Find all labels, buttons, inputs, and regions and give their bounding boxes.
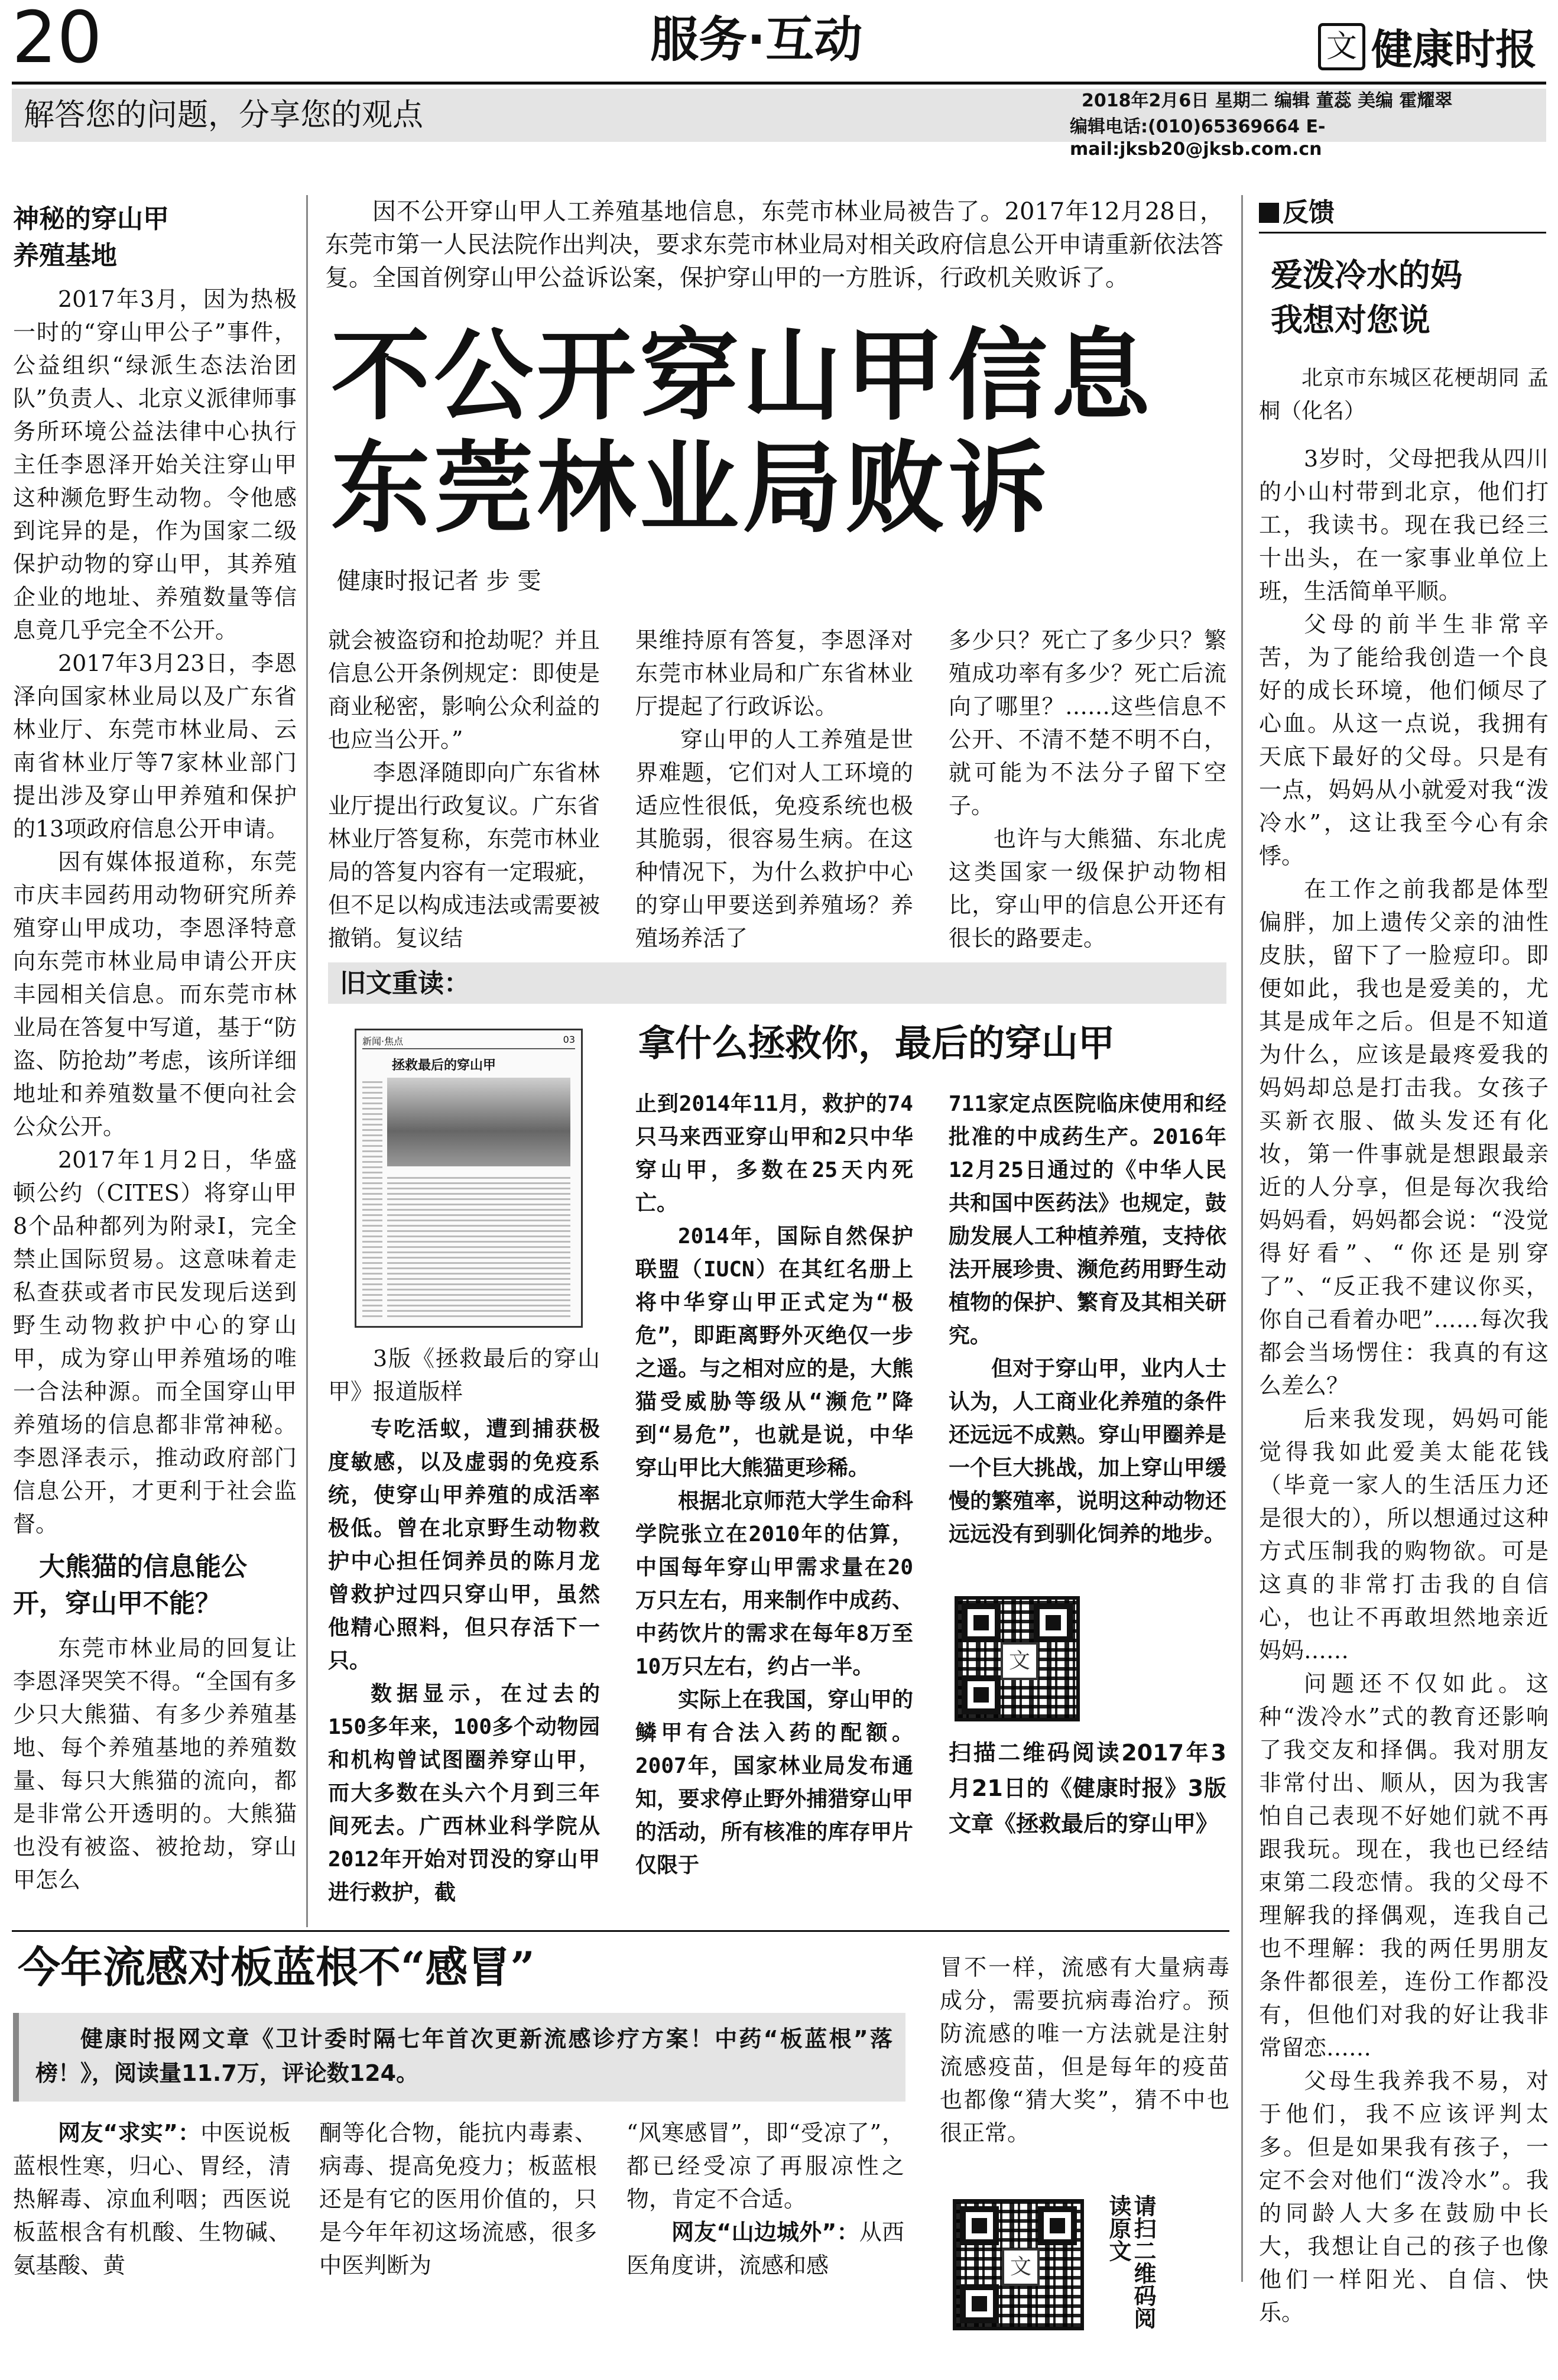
main-paragraph: 李恩泽随即向广东省林业厅提出行政复议。广东省林业厅答复称，东莞市林业局的答复内容有一定瑕疵，但不足以构成违法或需要被撤销。复议结 <box>328 760 600 951</box>
feedback-headline: 爱泼冷水的妈 我想对您说 <box>1271 257 1462 339</box>
reread-paragraph: 根据北京师范大学生命科学院张立在2010年的估算，中国每年穿山甲需求量在20万只左右，用来制作中成药、中药饮片的需求在每年8万至10万只左右，约占一半。 <box>635 1489 913 1679</box>
main-headline <box>331 319 1154 544</box>
reread-paragraph: 但对于穿山甲，业内人士认为，人工商业化养殖的条件还远远不成熟。穿山甲圈养是一个巨大挑战，加上穿山甲缓慢的繁殖率，说明这种动物还远远没有到驯化饲养的地步。 <box>949 1357 1226 1546</box>
feedback-paragraph: 后来我发现，妈妈可能觉得我如此爱美太能花钱（毕竟一家人的生活压力还是很大的），所以想通过这种方式压制我的购物欲。可是这真的非常打击我的自信心，也让不再敢坦然地亲近妈妈…… <box>1259 1406 1549 1664</box>
thumbnail-page: 03 <box>563 1034 575 1045</box>
main-headline-line2: 东莞林业局败诉 <box>331 429 1051 546</box>
flu-column-2 <box>319 2116 597 2294</box>
qr-finder <box>960 2206 999 2245</box>
main-paragraph: 穿山甲的人工养殖是世界难题，它们对人工环境的适应性很低，免疫系统也极其脆弱，很容易生病。在这种情况下，为什么救护中心的穿山甲要送到养殖场？养殖场养活了 <box>635 727 913 951</box>
feedback-paragraph: 在工作之前我都是体型偏胖，加上遗传父亲的油性皮肤，留下了一脸痘印。即便如此，我也是爱美的，尤其是成年之后。但是不知道为什么，应该是最疼爱我的妈妈却总是打击我。女孩子买新衣服、做头发还有化妆，第一件事就是想跟最亲近的人分享，但是每次我给妈妈看，妈妈都会说：“没觉得好看”、“你还是别穿了”、“反正我不建议你买，你自己看着办吧”……每次我都会当场愣住：我真的有这么差么？ <box>1259 876 1549 1399</box>
left-paragraph: 2017年1月2日，华盛顿公约（CITES）将穿山甲8个品种都列为附录I，完全禁止国际贸易。这意味着走私查获或者市民发现后送到野生动物救护中心的穿山甲，成为穿山甲养殖场的唯一合法种源。而全国穿山甲养殖场的信息都非常神秘。李恩泽表示，推动政府部门信息公开，才更利于社会监督。 <box>13 1147 297 1537</box>
flu-commenter-1: 网友“求实”： <box>58 2120 201 2146</box>
main-column-3 <box>949 624 1226 951</box>
thumbnail-header <box>362 1034 575 1049</box>
feedback-paragraph: 父母生我养我不易，对于他们，我不应该评判太多。但是如果我有孩子，一定不会对他们“泼冷水”。我的同龄人大多在鼓励中长大，我想让自己的孩子也像他们一样阳光、自信、快乐。 <box>1259 2068 1549 2326</box>
flu-column-3 <box>627 2116 904 2294</box>
flu-column-1 <box>13 2116 291 2294</box>
feedback-body <box>1259 442 1549 2326</box>
reread-headline: 拿什么拯救你，最后的穿山甲 <box>638 1022 1115 1065</box>
feedback-paragraph: 问题还不仅如此。这种“泼冷水”式的教育还影响了我交友和择偶。我对朋友非常付出、顺从，因为我害怕自己表现不好她们就不再跟我玩。现在，我也已经结束第二段恋情。我的父母不理解我的择偶观，连我自己也不理解：我的两任男朋友条件都很差，连份工作都没有，但他们对我的好让我非常留恋…… <box>1259 1671 1549 2061</box>
reread-qr-code[interactable] <box>955 1596 1080 1721</box>
feedback-rule <box>1259 232 1546 234</box>
qr-finder <box>962 1675 1001 1714</box>
page-number: 20 <box>12 0 102 79</box>
paper-name: 健康时报 <box>1371 25 1537 74</box>
flu-qr-code[interactable] <box>953 2199 1084 2330</box>
feedback-paragraph: 父母的前半生非常辛苦，为了能给我创造一个良好的成长环境，他们倾尽了心血。从这一点说，我拥有天底下最好的父母。只是有一点，妈妈从小就爱对我“泼冷水”，这让我至今心有余悸。 <box>1259 611 1549 869</box>
qr-logo-icon: 文 <box>1001 1642 1038 1680</box>
flu-paragraph: 酮等化合物，能抗内毒素、病毒、提高免疫力；板蓝根还是有它的医用价值的，只是今年年初这场流感，很多中医判断为 <box>319 2120 597 2278</box>
slogan: 解答您的问题，分享您的观点 <box>24 98 424 133</box>
feedback-square-icon <box>1259 203 1279 223</box>
qr-finder <box>1038 2206 1077 2245</box>
flu-comment-1: 中医说板蓝根性寒，归心、胃经，清热解毒、凉血利咽；西医说板蓝根含有机酸、生物碱、氨基酸、黄 <box>13 2120 291 2278</box>
flu-box-text <box>35 2022 892 2093</box>
qr-finder <box>1034 1603 1073 1642</box>
reread-caption-text: 3版《拯救最后的穿山甲》报道版样 <box>328 1345 600 1405</box>
left-paragraph: 2017年3月23日，李恩泽向国家林业局以及广东省林业厅、东莞市林业局、云南省林业厅等7家林业部门提出涉及穿山甲养殖和保护的13项政府信息公开申请。 <box>13 650 297 842</box>
thumbnail-text-columns <box>387 1175 570 1317</box>
flu-paragraph <box>627 2216 904 2282</box>
reread-paragraph: 711家定点医院临床使用和经批准的中成药生产。2016年12月25日通过的《中华人民共和国中医药法》也规定，鼓励发展人工种植养殖，支持依法开展珍贵、濒危药用野生动植物的保护、繁育及其相关研究。 <box>949 1092 1226 1348</box>
main-lead-text: 因不公开穿山甲人工养殖基地信息，东莞市林业局被告了。2017年12月28日，东莞市第一人民法院作出判决，要求东莞市林业局对相关政府信息公开申请重新依法答复。全国首例穿山甲公益诉讼案，保护穿山甲的一方胜诉，行政机关败诉了。 <box>325 198 1223 291</box>
flu-rule <box>12 1930 1229 1932</box>
column-divider-left <box>306 195 308 1927</box>
flu-commenter-2: 网友“山边城外”： <box>671 2219 859 2245</box>
main-byline: 健康时报记者 步 雯 <box>337 568 541 595</box>
thumbnail-sidebar <box>362 1078 382 1317</box>
main-paragraph: 多少只？死亡了多少只？繁殖成功率有多少？死亡后流向了哪里？……这些信息不公开、不清不楚不明不白，就可能为不法分子留下空子。 <box>949 627 1226 819</box>
left-article-body-continued <box>13 1632 297 1927</box>
feedback-paragraph: 3岁时，父母把我从四川的小山村带到北京，他们打工，我读书。现在我已经三十出头，在一家事业单位上班，生活简单平顺。 <box>1259 446 1549 604</box>
left-paragraph: 因有媒体报道称，东莞市庆丰园药用动物研究所养殖穿山甲成功，李恩泽特意向东莞市林业局申请公开庆丰园相关信息。而东莞市林业局在答复中写道，基于“防盗、防抢劫”考虑，该所详细地址和养殖数量不便向社会公众公开。 <box>13 849 297 1140</box>
main-column-1 <box>328 624 600 951</box>
reread-qr-caption-text: 扫描二维码阅读2017年3月21日的《健康时报》3版文章《拯救最后的穿山甲》 <box>949 1740 1226 1837</box>
qr-finder <box>962 1603 1001 1642</box>
feedback-author <box>1259 362 1549 428</box>
section-title: 服务·互动 <box>650 12 863 68</box>
reread-column-0 <box>328 1413 600 1905</box>
reread-paragraph: 数据显示，在过去的150多年来，100多个动物园和机构曾试图圈养穿山甲，而大多数在头六个月到三年间死去。广西林业科学院从2012年开始对罚没的穿山甲进行救护，截 <box>328 1682 600 1905</box>
main-column-2 <box>635 624 913 951</box>
reread-paragraph: 止到2014年11月，救护的74只马来西亚穿山甲和2只中华穿山甲，多数在25天内死亡。 <box>635 1092 913 1215</box>
main-paragraph: 果维持原有答复，李恩泽对东莞市林业局和广东省林业厅提起了行政诉讼。 <box>635 627 913 719</box>
flu-qr-caption: 请扫二维码阅读原文 <box>1105 2194 1156 2329</box>
reread-paragraph: 实际上在我国，穿山甲的鳞甲有合法入药的配额。2007年，国家林业局发布通知，要求停止野外捕猎穿山甲的活动，所有核准的库存甲片仅限于 <box>635 1688 913 1878</box>
dateline: 2018年2月6日 星期二 编辑 董蕊 美编 霍耀翠 <box>1082 90 1453 111</box>
feedback-author-text: 北京市东城区花梗胡同 孟 桐（化名） <box>1259 366 1549 423</box>
flu-paragraph: “风寒感冒”，即“受凉了”，都已经受凉了再服凉性之物，肯定不合适。 <box>627 2120 904 2212</box>
feedback-label-text: 反馈 <box>1283 197 1335 228</box>
reread-column-1 <box>635 1088 913 1892</box>
feedback-label <box>1259 196 1335 229</box>
flu-paragraph: 冒不一样，流感有大量病毒成分，需要抗病毒治疗。预防流感的唯一方法就是注射流感疫苗，但是每年的疫苗也都像“猜大奖”，猜不中也很正常。 <box>940 1954 1229 2146</box>
contact: 编辑电话:(010)65369664 E-mail:jksb20@jksb.com.cn <box>1070 116 1326 160</box>
reread-paragraph: 2014年，国际自然保护联盟（IUCN）在其红名册上将中华穿山甲正式定为“极危”，即距离野外灭绝仅一步之遥。与之相对应的是，大熊猫受威胁等级从“濒危”降到“易危”，也就是说，中华穿山甲比大熊猫更珍稀。 <box>635 1224 913 1480</box>
qr-logo-icon: 文 <box>1002 2248 1040 2286</box>
main-paragraph: 就会被盗窃和抢劫呢？并且信息公开条例规定：即使是商业秘密，影响公众利益的也应当公开。” <box>328 627 600 753</box>
reread-label: 旧文重读： <box>340 968 470 998</box>
left-paragraph: 2017年3月，因为热极一时的“穿山甲公子”事件，公益组织“绿派生态法治团队”负责人、北京义派律师事务所环境公益法律中心执行主任李恩泽开始关注穿山甲这种濒危野生动物。令他感到诧异的是，作为国家二级保护动物的穿山甲，其养殖企业的地址、养殖数量等信息竟几乎完全不公开。 <box>13 286 297 643</box>
left-paragraph: 东莞市林业局的回复让李恩泽哭笑不得。“全国有多少只大熊猫、有多少养殖基地、每个养殖基地的养殖数量、每只大熊猫的流向，都是非常公开透明的。大熊猫也没有被盗、被抢劫，穿山甲怎么 <box>13 1635 297 1893</box>
main-lead <box>325 195 1223 296</box>
left-subheading: 大熊猫的信息能公开，穿山甲不能？ <box>13 1552 247 1619</box>
flu-comment-2: 从西医角度讲，流感和感 <box>627 2219 904 2278</box>
flu-headline: 今年流感对板蓝根不“感冒” <box>18 1942 535 1992</box>
reread-column-2 <box>949 1088 1226 1578</box>
reread-caption <box>328 1342 600 1413</box>
paper-logo-icon: 文 <box>1318 23 1365 70</box>
main-paragraph: 也许与大熊猫、东北虎这类国家一级保护动物相比，穿山甲的信息公开还有很长的路要走。 <box>949 826 1226 951</box>
flu-column-4 <box>940 1951 1229 2199</box>
reread-qr-caption <box>949 1735 1226 1889</box>
qr-finder <box>960 2284 999 2323</box>
thumbnail-photo <box>387 1078 570 1166</box>
thumbnail-title: 拯救最后的穿山甲 <box>392 1058 496 1073</box>
flu-paragraph <box>13 2116 291 2282</box>
reread-paragraph: 专吃活蚁，遭到捕获极度敏感，以及虚弱的免疫系统，使穿山甲养殖的成活率极低。曾在北京野生动物救护中心担任饲养员的陈月龙曾救护过四只穿山甲，虽然他精心照料，但只存活下一只。 <box>328 1417 600 1673</box>
reread-thumbnail <box>355 1029 583 1328</box>
column-divider-right <box>1241 195 1243 2282</box>
main-headline-line1: 不公开穿山甲信息 <box>331 317 1154 434</box>
flu-box-paragraph: 健康时报网文章《卫计委时隔七年首次更新流感诊疗方案！中药“板蓝根”落榜！》，阅读量11.7万，评论数124。 <box>35 2026 892 2086</box>
left-article-body <box>13 283 297 1542</box>
left-heading: 神秘的穿山甲 养殖基地 <box>13 204 169 271</box>
thumbnail-section: 新闻·焦点 <box>362 1036 404 1047</box>
masthead-rule <box>12 82 1546 85</box>
paper-logo <box>1318 17 1537 76</box>
